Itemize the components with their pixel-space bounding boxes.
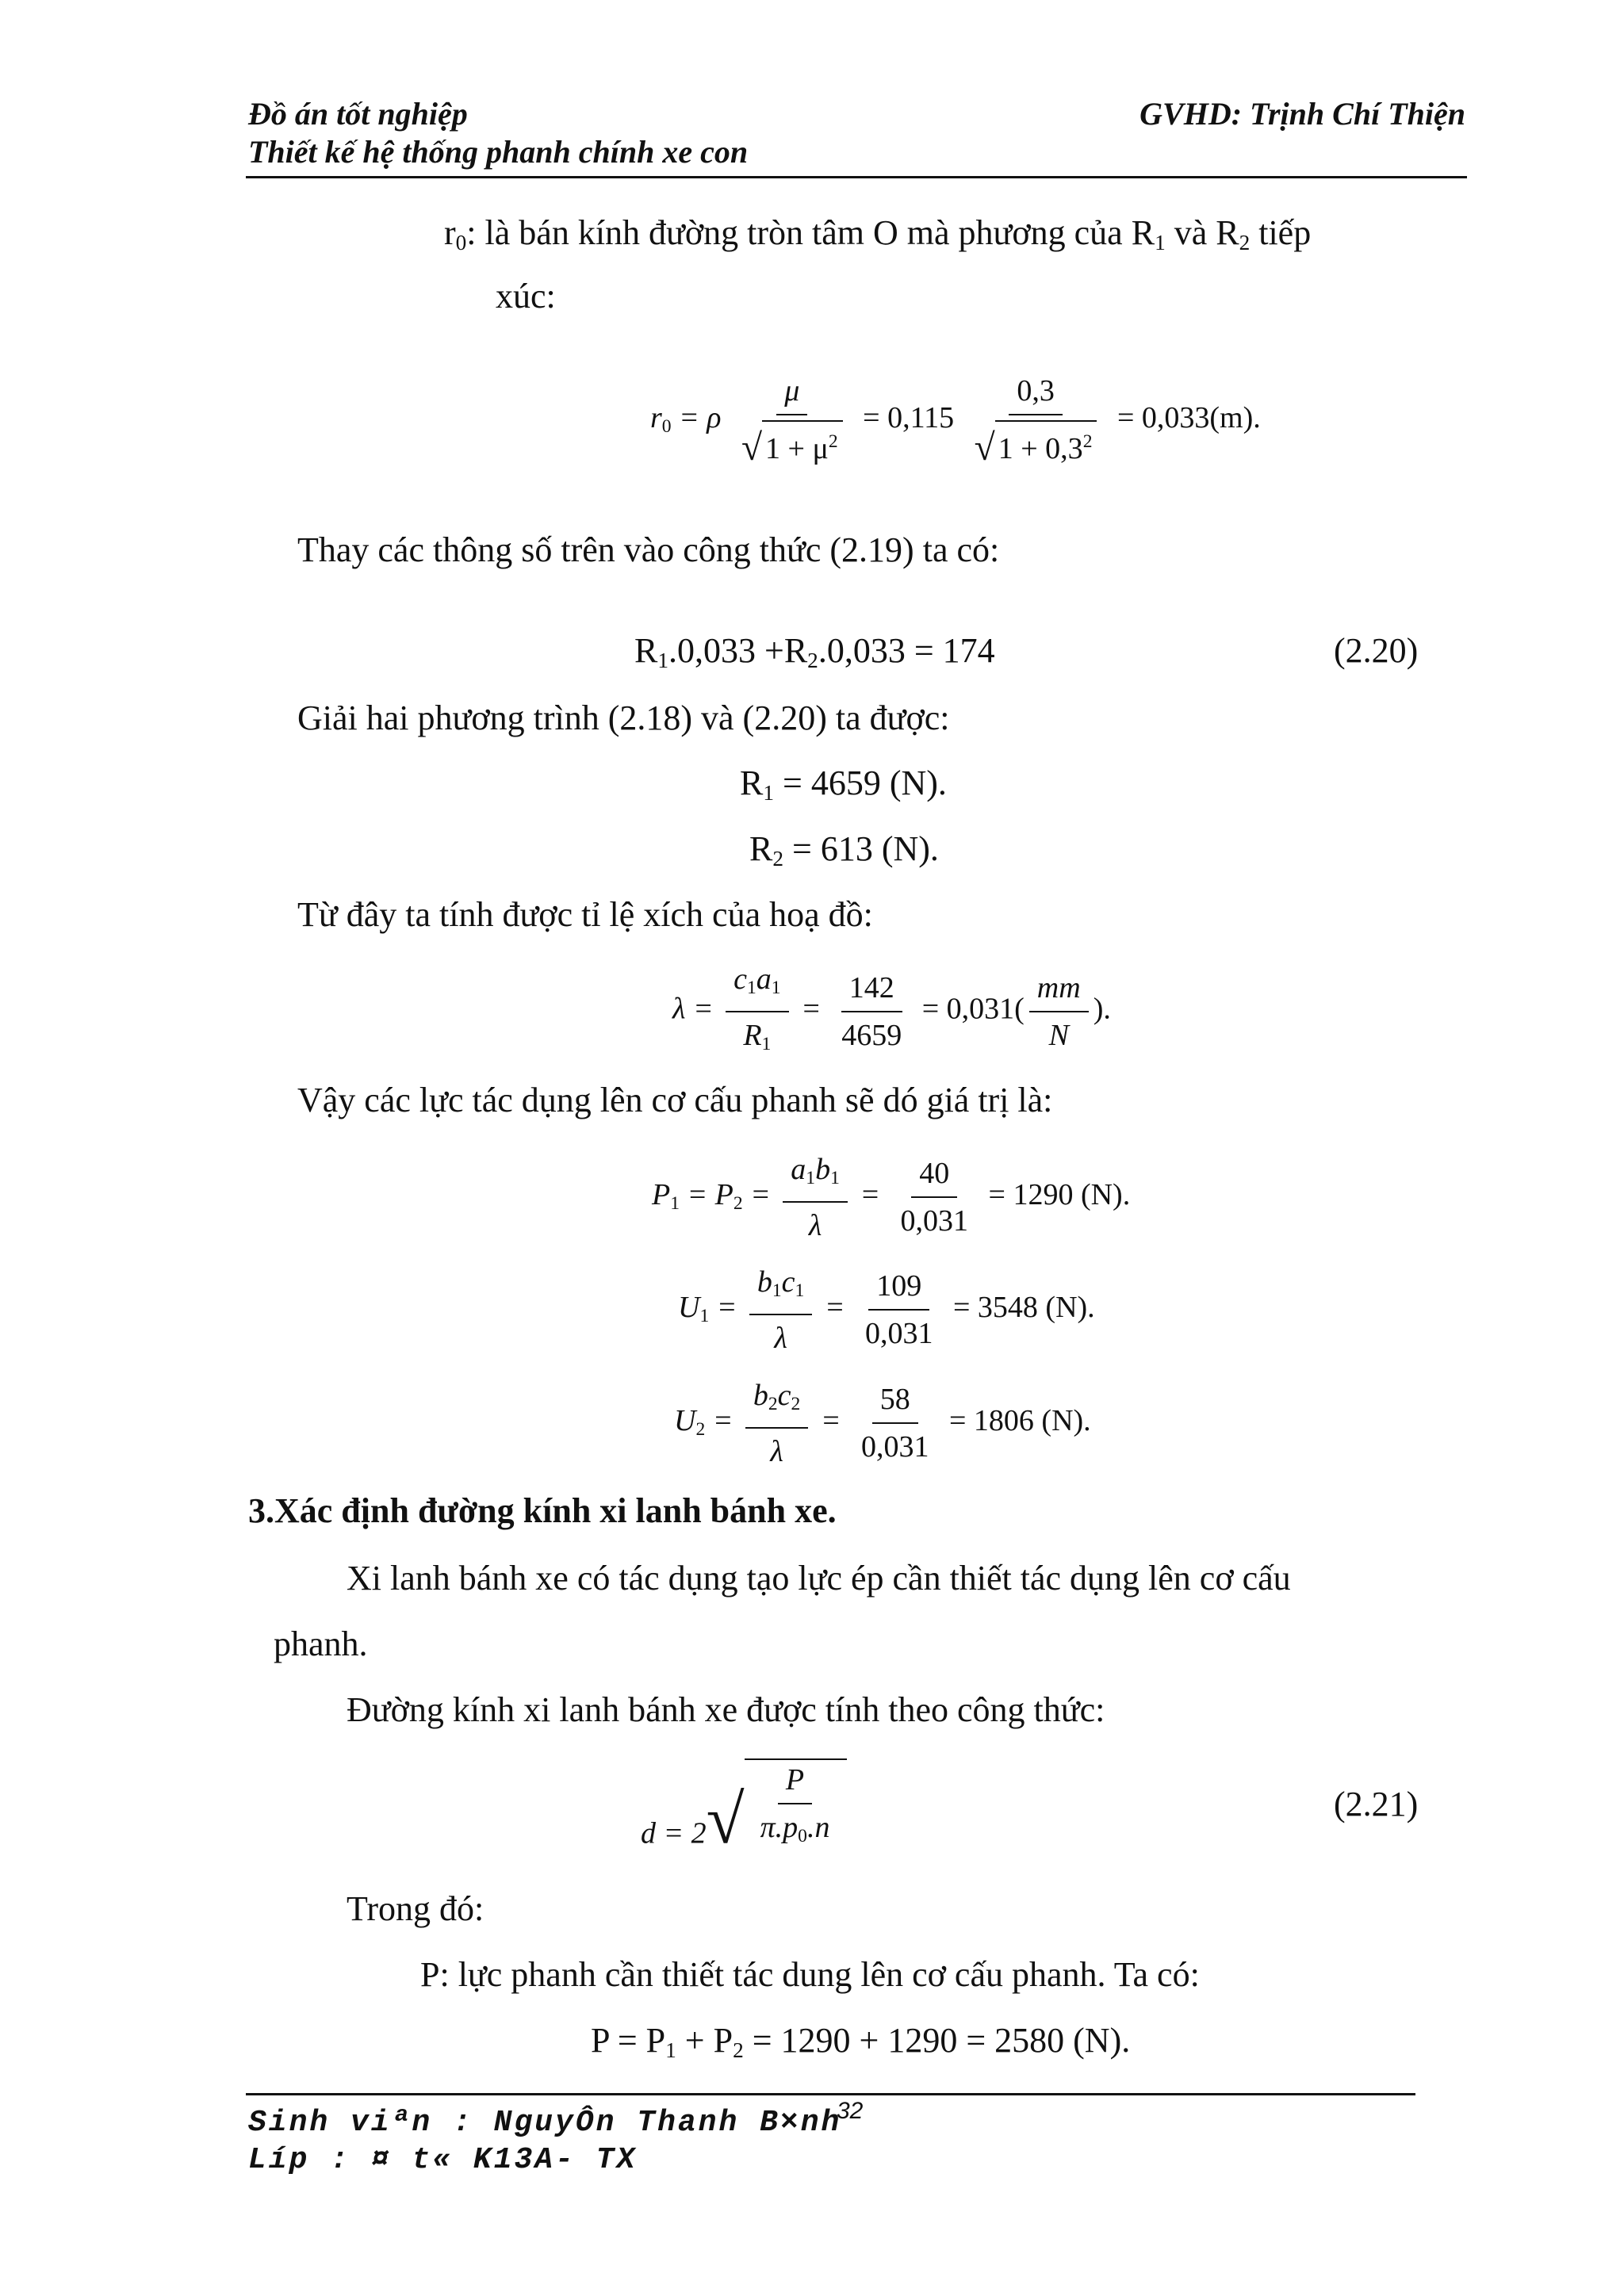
footer-rule — [246, 2093, 1415, 2095]
u1-equation: $U_1$ = $\frac{b_1c_1}{\lambda}$ = $\frac{109}{0,031}$ = 3548 (N). — [678, 1265, 1095, 1355]
r1-result: $R_1 = 4659$ (N). — [740, 763, 947, 805]
header-topic: Thiết kế hệ thống phanh chính xe con — [248, 134, 749, 170]
p-definition: P: lực phanh cần thiết tác dung lên cơ cấu phanh. Ta có: — [420, 1955, 1200, 1994]
r0-definition-line1: $r_0$: là bán kính đường tròn tâm O mà phương của $R_1$ và $R_2$ tiếp — [444, 213, 1312, 254]
footer-student: Sinh viªn : NguyÔn Thanh B×nh — [248, 2106, 842, 2140]
r0-equation: $r_0 = \rho$ μ √ $1 + \mu^2$ = 0,115 0,3 √ $1 + 0,3^2$ = 0,033(m). — [650, 374, 1261, 469]
substitution-text: Thay các thông số trên vào công thức (2.19) ta có: — [297, 530, 1000, 569]
where-text: Trong đó: — [347, 1889, 485, 1928]
equation-2-20: $R_1.0,033 +R_2.0,033 = 174$ — [634, 631, 995, 672]
scale-text: Từ đây ta tính được tỉ lệ xích của hoạ đồ: — [297, 895, 873, 934]
r0-definition-line2: xúc: — [496, 277, 556, 316]
footer-class: Líp : ¤ t« K13A- TX — [248, 2143, 638, 2177]
equation-label-2-21: (2.21) — [1334, 1785, 1419, 1823]
r2-result: $R_2 = 613$ (N). — [749, 829, 939, 871]
page-number: 32 — [837, 2098, 864, 2124]
cylinder-purpose-line1: Xi lanh bánh xe có tác dụng tạo lực ép cần thiết tác dụng lên cơ cấu — [347, 1559, 1291, 1598]
header-doc-type: Đồ án tốt nghiệp — [248, 96, 468, 132]
lambda-equation: λ = $\frac{c_1a_1}{R_1}$ = $\frac{142}{4659}$ = 0,031( $\frac{mm}{N}$ ). — [672, 962, 1111, 1054]
header-advisor: GVHD: Trịnh Chí Thiện — [1139, 96, 1465, 132]
section-3-title: 3.Xác định đường kính xi lanh bánh xe. — [248, 1491, 837, 1530]
cylinder-purpose-line2: phanh. — [274, 1624, 368, 1663]
equation-2-21: d = 2 √ $\frac{P}{\pi.p_0.n}$ — [641, 1758, 847, 1854]
u2-equation: $U_2$ = $\frac{b_2c_2}{\lambda}$ = $\frac{58}{0,031}$ = 1806 (N). — [674, 1379, 1091, 1468]
forces-text: Vậy các lực tác dụng lên cơ cấu phanh sẽ dó giá trị là: — [297, 1081, 1053, 1119]
header-rule — [246, 176, 1467, 178]
diameter-formula-text: Đường kính xi lanh bánh xe được tính theo công thức: — [347, 1690, 1105, 1729]
equation-label-2-20: (2.20) — [1334, 631, 1419, 670]
p-sum: $P = P_1 + P_2 = 1290 + 1290 = 2580$ (N). — [591, 2021, 1131, 2062]
solve-text: Giải hai phương trình (2.18) và (2.20) ta được: — [297, 698, 950, 737]
p-equation: $P_1 = P_2$ = $\frac{a_1b_1}{\lambda}$ = $\frac{40}{0,031}$ = 1290 (N). — [652, 1153, 1131, 1242]
